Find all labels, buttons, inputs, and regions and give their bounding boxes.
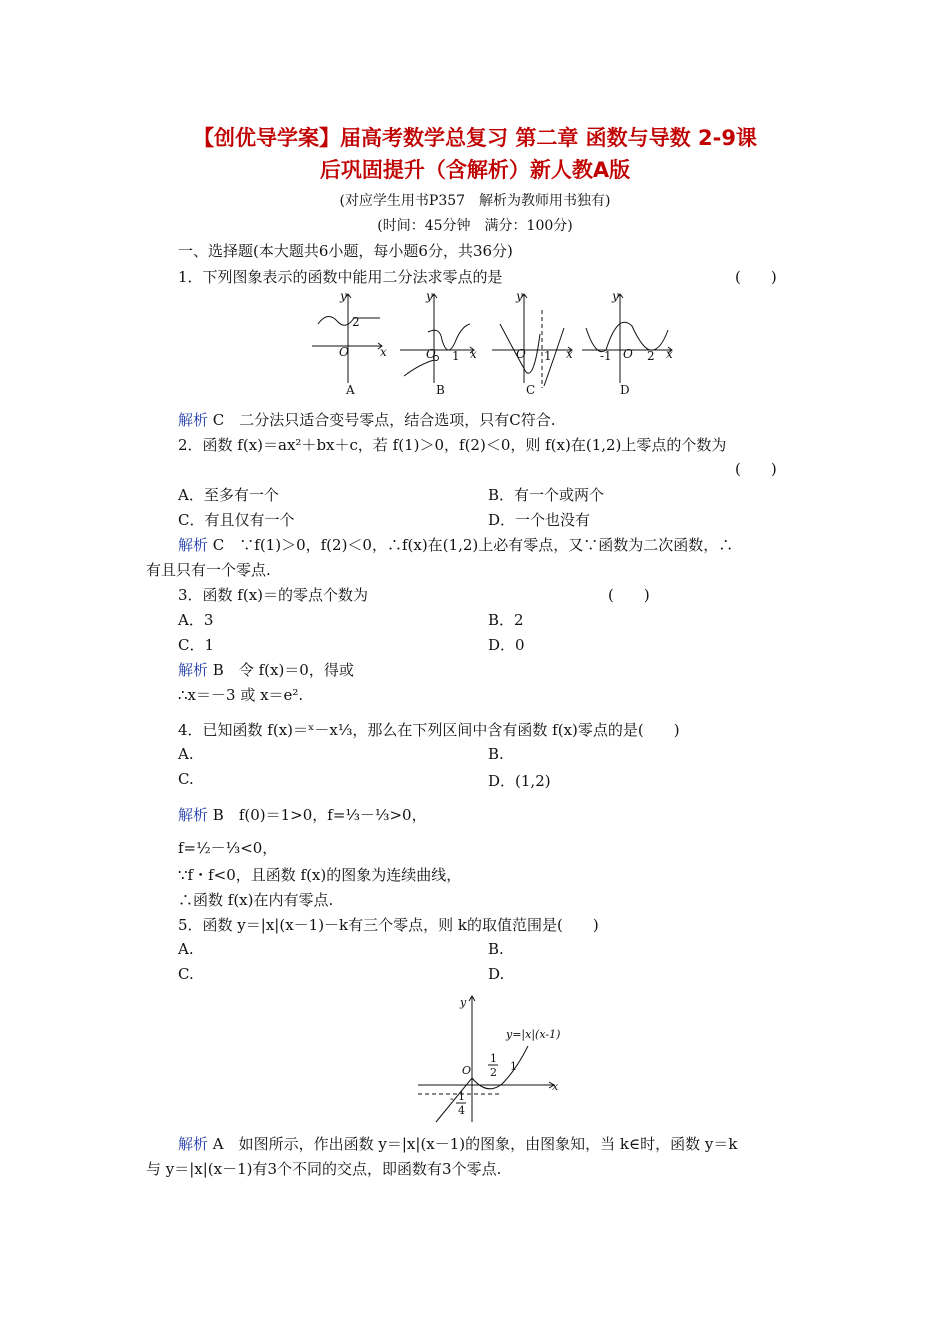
q5-x-label: x [552, 1080, 559, 1093]
q2-option-b: B．有一个或两个 [488, 486, 605, 504]
q5-half-den: 2 [490, 1066, 497, 1079]
title-line-2: 后巩固提升（含解析）新人教A版 [319, 158, 631, 182]
q1d-tick-neg1: -1 [600, 349, 612, 363]
q3-option-c: C．1 [178, 636, 215, 654]
q1-bracket: ( ) [735, 268, 777, 286]
q5-option-d: D. [488, 965, 505, 983]
q2-answer-line2: 有且只有一个零点. [146, 561, 271, 579]
q1d-origin: O [623, 347, 633, 361]
q1-answer [178, 409, 556, 430]
q5-option-b: B. [488, 940, 504, 958]
q3-answer-line1 [178, 659, 354, 680]
q1c-y-label: y [516, 289, 523, 303]
q4-answer-line2: f=½－⅓<0， [178, 839, 278, 857]
q4-stem: 4．已知函数 f(x)＝ˣ－x⅓，那么在下列区间中含有函数 f(x)零点的是( ) [178, 721, 680, 739]
title-line-1: 【创优导学案】届高考数学总复习 第二章 函数与导数 2-9课 [193, 126, 757, 150]
q5-quarter-den: 4 [458, 1104, 465, 1117]
q4-answer-line4: ∴函数 f(x)在内有零点. [178, 891, 334, 909]
jiexi-label: 解析 [178, 1135, 209, 1153]
q5-option-a: A. [178, 940, 194, 958]
jiexi-label: 解析 [178, 661, 209, 679]
q2-option-a: A．至多有一个 [178, 486, 279, 504]
q5-y-label: y [460, 996, 467, 1009]
section-heading: 一、选择题(本大题共6小题，每小题6分，共36分) [178, 242, 513, 260]
q2-option-c: C．有且仅有一个 [178, 511, 295, 529]
q5-option-c: C. [178, 965, 194, 983]
q3-option-d: D．0 [488, 636, 525, 654]
q5-half-num: 1 [490, 1052, 497, 1065]
q1a-origin: O [339, 345, 349, 359]
jiexi-label: 解析 [178, 536, 209, 554]
q1c-x-label: x [566, 347, 573, 361]
q1-graph-label-d: D [620, 383, 630, 397]
q5-answer-line2: 与 y＝|x|(x－1)有3个不同的交点，即函数有3个零点. [146, 1160, 502, 1178]
q3-option-a: A．3 [178, 611, 214, 629]
q5-quarter-num: 1 [458, 1090, 465, 1103]
q1c-tick-1: 1 [544, 349, 552, 363]
q5-answer-text: A 如图所示，作出函数 y＝|x|(x－1)的图象，由图象知，当 k∈时，函数 y＝k [212, 1135, 738, 1153]
q5-answer-line1 [178, 1133, 737, 1154]
q5-minus: - [450, 1092, 454, 1105]
q4-option-a: A. [178, 745, 194, 763]
q1-stem: 1．下列图象表示的函数中能用二分法求零点的是 [178, 268, 503, 286]
q1d-x-label: x [666, 347, 673, 361]
q4-answer-text: B f(0)＝1>0，f=⅓－⅓>0， [212, 806, 427, 824]
q4-option-d: D．(1,2) [488, 772, 551, 790]
q4-answer-line1 [178, 804, 427, 825]
q1-graphs [310, 288, 680, 400]
q5-tick-1: 1 [510, 1060, 517, 1073]
time-score: (时间：45分钟 满分：100分) [377, 218, 573, 234]
q1-answer-text: C 二分法只适合变号零点，结合选项，只有C符合. [212, 411, 556, 429]
q4-answer-line3: ∵f・f<0，且函数 f(x)的图象为连续曲线， [178, 866, 462, 884]
q1b-x-label: x [470, 347, 477, 361]
q3-stem: 3．函数 f(x)＝的零点个数为 [178, 586, 369, 604]
q5-origin: O [462, 1064, 472, 1077]
q5-stem: 5．函数 y＝|x|(x－1)－k有三个零点，则 k的取值范围是( ) [178, 916, 599, 934]
q1a-y-label: y [340, 289, 347, 303]
q5-graph [414, 990, 574, 1126]
q2-answer-text: C ∵f(1)＞0，f(2)＜0，∴f(x)在(1,2)上必有零点，又∵函数为二次函数，∴ [212, 536, 734, 554]
q1a-tick-2: 2 [352, 315, 360, 329]
q1c-origin: O [516, 347, 526, 361]
q1-graph-label-a: A [346, 383, 355, 397]
q1-graph-label-b: B [436, 383, 445, 397]
q2-bracket: ( ) [735, 460, 777, 478]
q3-answer-text: B 令 f(x)＝0，得或 [212, 661, 354, 679]
q2-answer-line1 [178, 534, 733, 555]
q1d-y-label: y [612, 289, 619, 303]
q2-stem: 2．函数 f(x)＝ax²＋bx＋c，若 f(1)＞0，f(2)＜0，则 f(x)在(1,2)上零点的个数为 [178, 436, 727, 454]
source-note: (对应学生用书P357 解析为教师用书独有) [339, 193, 611, 209]
q4-option-c: C. [178, 770, 194, 788]
q1b-tick-1: 1 [452, 349, 460, 363]
q1a-x-label: x [380, 345, 387, 359]
q1-graph-label-c: C [526, 383, 536, 397]
q5-curve-label: y=|x|(x-1) [506, 1028, 561, 1041]
q2-option-d: D．一个也没有 [488, 511, 591, 529]
q1b-y-label: y [426, 289, 433, 303]
q3-bracket: ( ) [608, 586, 650, 604]
q1d-tick-2: 2 [647, 349, 655, 363]
q1b-origin: O [426, 347, 436, 361]
jiexi-label: 解析 [178, 411, 209, 429]
q3-answer-line2: ∴x＝－3 或 x＝e². [178, 686, 304, 704]
jiexi-label: 解析 [178, 806, 209, 824]
q4-option-b: B. [488, 745, 504, 763]
q3-option-b: B．2 [488, 611, 524, 629]
